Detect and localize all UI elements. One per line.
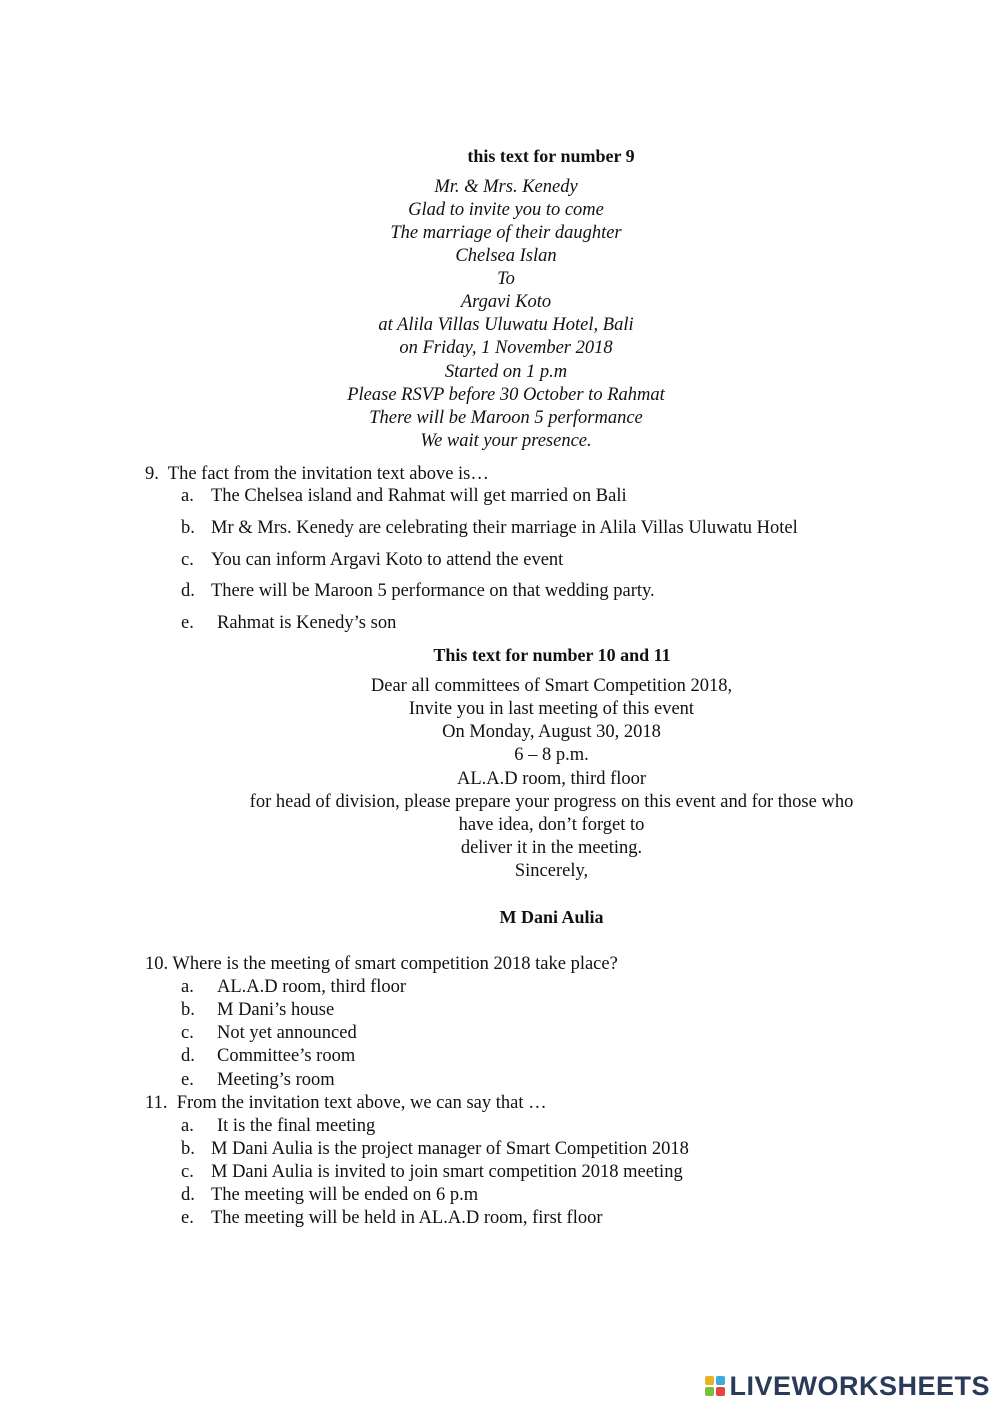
- logo-text: LIVEWORKSHEETS: [729, 1370, 990, 1401]
- answer-option[interactable]: [181, 1023, 357, 1044]
- option-letter: e.: [181, 1208, 194, 1228]
- logo-square: [705, 1387, 714, 1396]
- memo-line: Dear all committees of Smart Competition 2018,: [370, 676, 733, 696]
- memo-line: Sincerely,: [514, 861, 589, 881]
- answer-option[interactable]: [181, 1185, 478, 1206]
- option-text: Committee’s room: [217, 1046, 356, 1066]
- option-text: AL.A.D room, third floor: [217, 977, 407, 997]
- question-text: The fact from the invitation text above is…: [167, 464, 489, 484]
- section-heading-9: this text for number 9: [467, 146, 635, 166]
- answer-option[interactable]: [181, 1139, 689, 1160]
- option-text: There will be Maroon 5 performance on that wedding party.: [211, 581, 655, 601]
- question-number: 10.: [145, 954, 169, 974]
- answer-option[interactable]: [181, 550, 563, 571]
- option-text: The Chelsea island and Rahmat will get married on Bali: [211, 486, 627, 506]
- answer-option[interactable]: [181, 1208, 603, 1229]
- question-stem: [145, 464, 489, 485]
- memo-line: 6 – 8 p.m.: [514, 745, 589, 765]
- option-text: You can inform Argavi Koto to attend the event: [211, 550, 564, 570]
- answer-option[interactable]: [181, 581, 655, 602]
- answer-option[interactable]: [181, 613, 396, 634]
- section-heading-10-11: This text for number 10 and 11: [433, 645, 671, 665]
- option-text: M Dani’s house: [217, 1000, 335, 1020]
- option-text: M Dani Aulia is the project manager of Smart Competition 2018: [211, 1139, 689, 1159]
- question-stem: [145, 1093, 547, 1114]
- memo-line: AL.A.D room, third floor: [456, 769, 647, 789]
- memo-line: for head of division, please prepare your progress on this event and for those who: [249, 792, 854, 812]
- option-letter: a.: [181, 977, 194, 997]
- option-letter: a.: [181, 1116, 194, 1136]
- option-letter: e.: [181, 613, 194, 633]
- invitation-line: Started on 1 p.m: [444, 362, 568, 382]
- option-letter: e.: [181, 1070, 194, 1090]
- answer-option[interactable]: [181, 1046, 355, 1067]
- memo-signature: M Dani Aulia: [499, 907, 604, 927]
- option-letter: d.: [181, 1185, 195, 1205]
- invitation-line: Glad to invite you to come: [408, 200, 604, 220]
- memo-line: On Monday, August 30, 2018: [442, 722, 661, 742]
- invitation-line: To: [497, 269, 515, 289]
- option-letter: c.: [181, 1023, 194, 1043]
- option-letter: b.: [181, 1000, 195, 1020]
- logo-square: [716, 1387, 725, 1396]
- question-stem: [145, 954, 618, 975]
- memo-line: deliver it in the meeting.: [460, 838, 643, 858]
- invitation-line: We wait your presence.: [420, 431, 592, 451]
- answer-option[interactable]: [181, 518, 798, 539]
- option-letter: b.: [181, 518, 195, 538]
- invitation-line: on Friday, 1 November 2018: [399, 338, 613, 358]
- option-letter: d.: [181, 1046, 195, 1066]
- invitation-line: at Alila Villas Uluwatu Hotel, Bali: [378, 315, 634, 335]
- option-text: Meeting’s room: [217, 1070, 335, 1090]
- answer-option[interactable]: [181, 1162, 683, 1183]
- question-text: From the invitation text above, we can say that …: [176, 1093, 547, 1113]
- option-letter: a.: [181, 486, 194, 506]
- question-text: Where is the meeting of smart competition 2018 take place?: [172, 954, 618, 974]
- question-number: 9.: [145, 464, 159, 484]
- option-text: The meeting will be held in AL.A.D room, first floor: [211, 1208, 603, 1228]
- invitation-line: The marriage of their daughter: [390, 223, 622, 243]
- option-letter: b.: [181, 1139, 195, 1159]
- option-letter: c.: [181, 550, 194, 570]
- answer-option[interactable]: [181, 486, 627, 507]
- invitation-line: Chelsea Islan: [455, 246, 557, 266]
- option-text: Rahmat is Kenedy’s son: [217, 613, 397, 633]
- liveworksheets-logo-icon: [705, 1376, 725, 1396]
- option-text: Not yet announced: [217, 1023, 357, 1043]
- logo-square: [705, 1376, 714, 1385]
- option-text: The meeting will be ended on 6 p.m: [211, 1185, 479, 1205]
- invitation-line: Argavi Koto: [460, 292, 552, 312]
- option-text: M Dani Aulia is invited to join smart competition 2018 meeting: [211, 1162, 683, 1182]
- logo-square: [716, 1376, 725, 1385]
- option-letter: c.: [181, 1162, 194, 1182]
- invitation-line: Mr. & Mrs. Kenedy: [434, 177, 578, 197]
- option-text: Mr & Mrs. Kenedy are celebrating their marriage in Alila Villas Uluwatu Hotel: [211, 518, 798, 538]
- memo-line: Invite you in last meeting of this event: [408, 699, 695, 719]
- invitation-line: Please RSVP before 30 October to Rahmat: [347, 385, 665, 405]
- invitation-line: There will be Maroon 5 performance: [369, 408, 643, 428]
- option-text: It is the final meeting: [217, 1116, 376, 1136]
- answer-option[interactable]: [181, 1070, 335, 1091]
- liveworksheets-logo[interactable]: [705, 1371, 990, 1401]
- option-letter: d.: [181, 581, 195, 601]
- answer-option[interactable]: [181, 1000, 334, 1021]
- memo-line: have idea, don’t forget to: [458, 815, 645, 835]
- answer-option[interactable]: [181, 977, 406, 998]
- answer-option[interactable]: [181, 1116, 375, 1137]
- question-number: 11.: [145, 1093, 168, 1113]
